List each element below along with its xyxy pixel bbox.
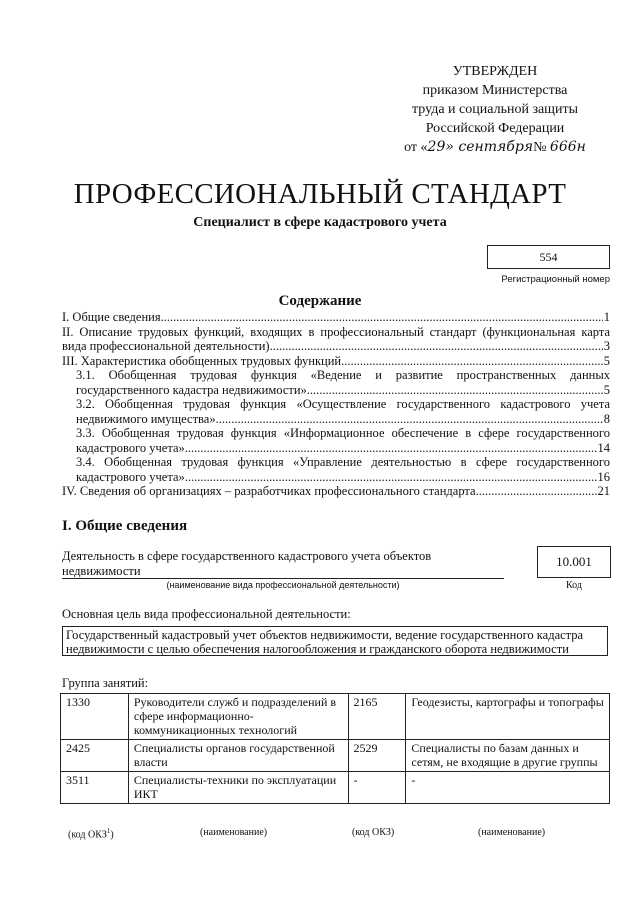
table-row [61, 694, 610, 740]
toc-leader [216, 412, 603, 427]
toc-entry-text: IV. Сведения об организациях – разработчиках профессионального стандарта [62, 484, 476, 498]
toc-entry-page: 5 [603, 353, 610, 368]
goal-box [62, 626, 608, 656]
approval-date-line [380, 138, 610, 157]
toc-entry-text: I. Общие сведения [62, 310, 161, 324]
table-row [61, 772, 610, 804]
toc-entry-text: кадастрового учета» [76, 440, 185, 455]
approval-line-ministry: труда и социальной защиты [412, 102, 578, 117]
toc-entry[interactable] [62, 455, 610, 484]
table-of-contents [62, 310, 610, 499]
toc-entry[interactable] [62, 325, 610, 354]
okz-code-cell: 3511 [61, 772, 129, 804]
toc-entry-line1: 3.2. Обобщенная трудовая функция «Осуществление государственного кадастрового учета [76, 397, 610, 411]
occupation-group-label: Группа занятий: [62, 676, 149, 690]
toc-leader [270, 339, 603, 354]
table-row [61, 740, 610, 772]
goal-line2: недвижимости с целью обеспечения налогообложения и гражданского оборота недвижимости [66, 642, 569, 656]
toc-entry[interactable] [62, 397, 610, 426]
okz-code-cell: 1330 [61, 694, 129, 740]
toc-entry-page: 21 [597, 484, 610, 498]
occupation-name-cell: Специалисты-техники по эксплуатации ИКТ [128, 772, 348, 804]
okz-code-cell: 2425 [61, 740, 129, 772]
toc-leader [185, 470, 597, 485]
activity-code-caption: Код [566, 580, 582, 591]
document-subtitle: Специалист в сфере кадастрового учета [193, 215, 447, 230]
toc-entry-page: 5 [603, 382, 610, 397]
toc-leader [307, 383, 603, 398]
toc-entry-page: 1 [603, 310, 610, 324]
registration-label: Регистрационный номер [501, 274, 610, 285]
activity-code-box: 10.001 [537, 546, 611, 578]
okz-code-cell: 2165 [348, 694, 406, 740]
okz-code-caption-text: (код ОКЗ [68, 829, 107, 841]
document-title: ПРОФЕССИОНАЛЬНЫЙ СТАНДАРТ [73, 178, 567, 210]
occupation-name-caption: (наименование) [200, 827, 268, 838]
occupation-name-cell: Руководители служб и подразделений в сфере информационно-коммуникационных технологий [128, 694, 348, 740]
registration-number-box: 554 [487, 245, 610, 269]
toc-entry[interactable] [62, 426, 610, 455]
toc-entry-line1: 3.4. Обобщенная трудовая функция «Управление деятельностью в сфере государственного [76, 455, 610, 469]
okz-code-cell: - [348, 772, 406, 804]
occupation-name-cell: - [406, 772, 610, 804]
toc-entry-text: недвижимого имущества» [76, 411, 216, 426]
toc-entry-page: 14 [597, 440, 610, 455]
okz-code-caption [68, 827, 114, 840]
toc-entry-text: вида профессиональной деятельности) [62, 339, 270, 353]
toc-entry-text: государственного кадастра недвижимости» [76, 382, 307, 397]
toc-entry-text: III. Характеристика обобщенных трудовых функций [62, 353, 342, 368]
order-number: 666н [549, 139, 586, 155]
toc-entry-page: 3 [603, 339, 610, 353]
toc-entry-page: 8 [603, 411, 610, 426]
toc-entry-line1: 3.3. Обобщенная трудовая функция «Информационное обеспечение в сфере государственного [76, 426, 610, 440]
section-heading: I. Общие сведения [62, 518, 188, 534]
approval-heading: УТВЕРЖДЕН [452, 64, 538, 79]
toc-entry[interactable] [62, 484, 610, 499]
activity-caption: (наименование вида профессиональной деятельности) [166, 580, 400, 590]
approval-line-order: приказом Министерства [422, 83, 568, 98]
activity-line1: Деятельность в сфере государственного кадастрового учета объектов [62, 549, 432, 563]
toc-entry-text: кадастрового учета» [76, 469, 185, 484]
toc-entry[interactable] [62, 354, 610, 369]
toc-leader [185, 441, 597, 456]
occupation-name-cell: Специалисты органов государственной власти [128, 740, 348, 772]
toc-entry[interactable] [62, 368, 610, 397]
footnote-marker: 1 [106, 827, 111, 835]
okz-code-caption-close: ) [110, 829, 114, 841]
goal-line1: Государственный кадастровый учет объектов недвижимости, ведение государственного кадастра [66, 628, 584, 642]
occupation-name-caption-2: (наименование) [478, 827, 546, 838]
activity-name [62, 549, 502, 579]
approval-block [380, 62, 610, 157]
toc-leader [161, 310, 603, 325]
toc-heading: Содержание [278, 293, 362, 309]
occupation-name-cell: Геодезисты, картографы и топографы [406, 694, 610, 740]
number-sign: № [533, 140, 547, 155]
date-day: 29 [427, 139, 446, 155]
date-month: » сентября [445, 139, 534, 155]
toc-entry-line1: II. Описание трудовых функций, входящих в профессиональный стандарт (функциональная карта [62, 324, 610, 339]
okz-code-cell: 2529 [348, 740, 406, 772]
occupation-name-cell: Специалисты по базам данных и сетям, не входящие в другие группы [406, 740, 610, 772]
toc-entry-page: 16 [597, 469, 610, 484]
toc-leader [476, 484, 597, 499]
date-prefix: от « [404, 140, 428, 155]
occupation-table [60, 693, 610, 804]
approval-line-federation: Российской Федерации [425, 121, 565, 136]
okz-code-caption-2: (код ОКЗ) [352, 827, 395, 838]
activity-underline [62, 578, 504, 579]
activity-line2: недвижимости [62, 564, 141, 578]
toc-leader [341, 354, 603, 369]
toc-entry-line1: 3.1. Обобщенная трудовая функция «Ведение и развитие пространственных данных [76, 368, 610, 382]
toc-entry[interactable] [62, 310, 610, 325]
goal-label: Основная цель вида профессиональной деятельности: [62, 607, 351, 621]
